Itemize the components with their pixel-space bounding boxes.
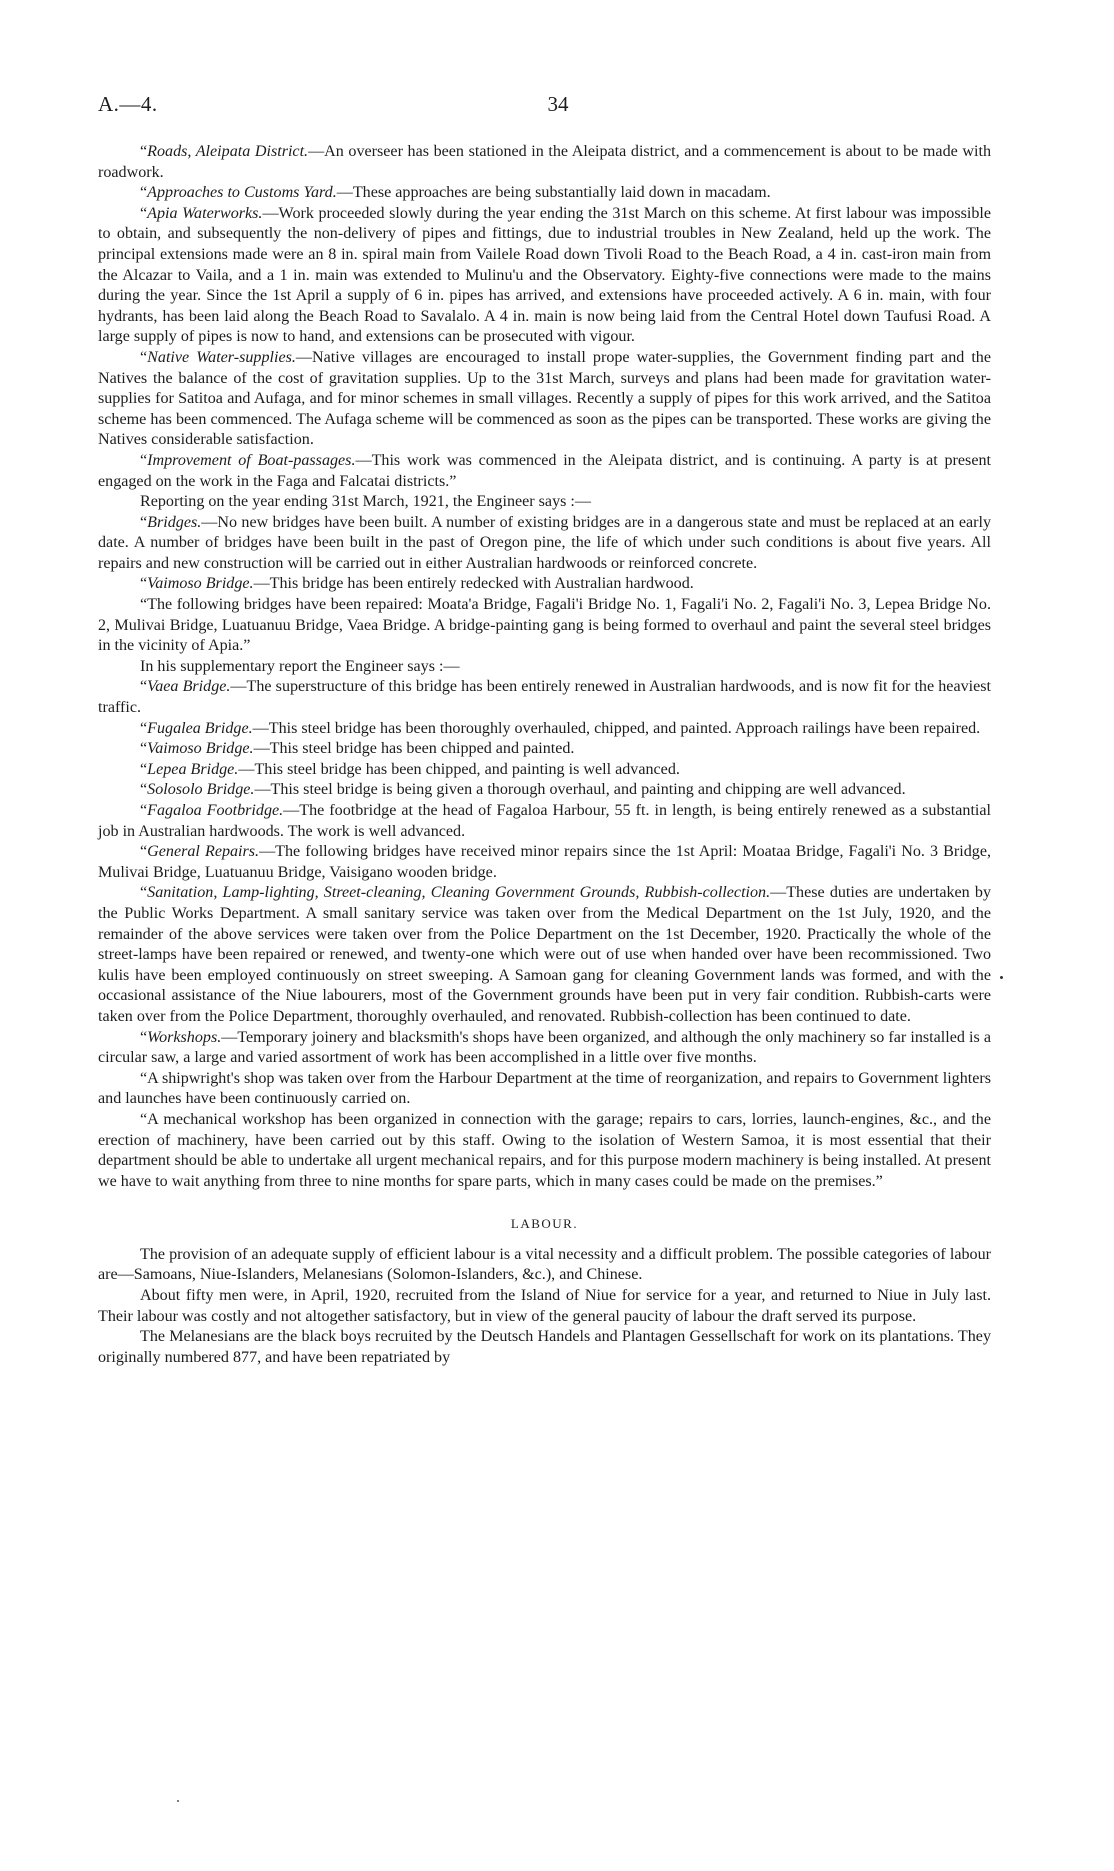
report-paragraph	[98, 801, 991, 842]
paragraph-text: —An overseer has been stationed in the Aleipata district, and a commencement is about to be made with roadwork.	[98, 143, 991, 181]
paragraph-title: Roads, Aleipata District.	[147, 143, 309, 160]
opening-quote: “	[140, 843, 148, 861]
report-paragraph	[98, 1069, 991, 1110]
paragraph-title: Solosolo Bridge.	[147, 781, 255, 799]
report-paragraph	[98, 657, 991, 678]
report-paragraph	[98, 760, 991, 781]
report-paragraph	[98, 1028, 991, 1069]
paragraph-title: Vaimoso Bridge.	[147, 575, 254, 593]
margin-mark	[1000, 976, 1003, 979]
paragraph-text: —The superstructure of this bridge has been entirely renewed in Australian hardwoods, and is now fit for the heaviest traffic.	[98, 678, 991, 717]
paragraph-title: Native Water-supplies.	[147, 348, 296, 366]
report-paragraph	[98, 492, 991, 513]
paragraph-title: Apia Waterworks.	[147, 204, 263, 222]
paragraph-text: —These duties are undertaken by the Public Works Department. A small sanitary service was taken over from the Medical Department on the 1st July, 1920, and the remainder of the above services were taken over from the Police Department on the 1st December, 1920. Practically the whole of the street-lamps have been repaired or renewed, and twenty-one which were out of use when handed over have been recommissioned. Two kulis have been employed continuously on street sweeping. A Samoan gang for cleaning Government lands was formed, and with the occasional assistance of the Niue labourers, most of the Government grounds have been put in very fair condition. Rubbish-carts were taken over from the Police Department, thoroughly overhauled, and renovated. Rubbish-collection has been continued to date.	[98, 884, 991, 1025]
report-paragraph	[98, 719, 991, 740]
page-header	[98, 92, 1018, 122]
opening-quote: “	[140, 143, 148, 160]
report-paragraph	[98, 574, 991, 595]
report-paragraph	[98, 842, 991, 883]
labour-paragraph: About fifty men were, in April, 1920, recruited from the Island of Niue for service for a year, and returned to Niue in July last. Their labour was costly and not altogether satisfactory, but in view of the general paucity of labour the draft served its purpose.	[98, 1287, 991, 1325]
paragraph-text: —This steel bridge is being given a thorough overhaul, and painting and chipping are well advanced.	[254, 781, 906, 799]
paragraph-text: —Native villages are encouraged to install prope water-supplies, the Government finding part and the Natives the balance of the cost of gravitation supplies. Up to the 31st March, surveys and plans had been made for gravitation water-supplies for Satitoa and Aufaga, and for minor schemes in small villages. Recently a supply of pipes for this work arrived, and the Satitoa scheme has been commenced. The Aufaga scheme will be commenced as soon as the pipes can be transported. These works are giving the Natives considerable satisfaction.	[98, 348, 992, 449]
paragraph-text: Reporting on the year ending 31st March, 1921, the Engineer says :—	[140, 493, 591, 511]
opening-quote: “	[140, 719, 148, 737]
report-paragraph	[98, 348, 991, 451]
paragraph-text: “The following bridges have been repaired: Moata'a Bridge, Fagali'i Bridge No. 1, Fagali'i No. 2, Fagali'i No. 3, Lepea Bridge No. 2, Mulivai Bridge, Luatuanuu Bridge, Vaea Bridge. A bridge-painting gang is being formed to overhaul and paint the several steel bridges in the vicinity of Apia.”	[98, 596, 991, 655]
opening-quote: “	[140, 678, 148, 696]
report-paragraph	[98, 204, 991, 348]
paragraph-text: —Work proceeded slowly during the year ending the 31st March on this scheme. At first labour was impossible to obtain, and subsequently the non-delivery of pipes and fittings, due to industrial troubles in New Zealand, held up the work. The principal extensions made were an 8 in. spiral main from Vailele Road down Tivoli Road to the Beach Road, a 4 in. cast-iron main from the Alcazar to Vaila, and a 1 in. main was extended to Mulinu'u and the Observatory. Eighty-five connections were made to the mains during the year. Since the 1st April a supply of 6 in. pipes has arrived, and extensions have proceeded actively. A 6 in. main, with four hydrants, has been laid along the Beach Road to Savalalo. A 4 in. main is now being laid from the Central Hotel down Taufusi Road. A large supply of pipes is now to hand, and extensions can be prosecuted with vigour.	[98, 204, 991, 346]
paragraph-text: —The following bridges have received minor repairs since the 1st April: Moataa Bridge, Fagali'i No. 3 Bridge, Mulivai Bridge, Luatuanuu Bridge, Vaisigano wooden bridge.	[98, 843, 991, 881]
opening-quote: “	[140, 802, 148, 819]
paragraph-text: —This steel bridge has been chipped and painted.	[253, 740, 575, 758]
opening-quote: “	[140, 575, 148, 593]
paragraph-text: —The footbridge at the head of Fagaloa Harbour, 55 ft. in length, is being entirely renewed as a substantial job in Australian hardwoods. The work is well advanced.	[98, 802, 991, 840]
opening-quote: “	[140, 884, 148, 902]
body-text	[98, 142, 991, 1368]
paragraph-title: Vaea Bridge.	[147, 678, 231, 696]
paragraph-title: General Repairs.	[147, 843, 260, 861]
report-paragraph	[98, 595, 991, 657]
report-paragraph	[98, 780, 991, 801]
paragraph-text: —This bridge has been entirely redecked with Australian hardwood.	[253, 575, 694, 593]
paragraph-title: Vaimoso Bridge.	[147, 740, 254, 758]
report-paragraph	[98, 513, 991, 575]
opening-quote: “	[140, 740, 148, 758]
report-paragraph	[98, 739, 991, 760]
paragraph-text: “A shipwright's shop was taken over from the Harbour Department at the time of reorganization, and repairs to Government lighters and launches have been continuously carried on.	[98, 1069, 991, 1108]
series-number: A.—4.	[98, 92, 158, 116]
paragraph-text: “A mechanical workshop has been organized in connection with the garage; repairs to cars, lorries, launch-engines, &c., and the erection of machinery, have been carried out by this staff. Owing to the isolation of Western Samoa, it is most essential that their department should be able to undertake all urgent mechanical repairs, and for this purpose modern machinery is being installed. At present we have to wait anything from three to nine months for spare parts, which in many cases could be made on the premises.”	[98, 1110, 991, 1190]
opening-quote: “	[140, 760, 148, 778]
opening-quote: “	[140, 348, 148, 366]
paragraph-text: —This steel bridge has been chipped, and painting is well advanced.	[238, 760, 680, 778]
opening-quote: “	[140, 513, 148, 531]
report-paragraph	[98, 142, 991, 183]
paragraph-title: Bridges.	[147, 513, 202, 531]
stray-mark	[177, 1800, 179, 1802]
labour-paragraph: The provision of an adequate supply of efficient labour is a vital necessity and a difficult problem. The possible categories of labour are—Samoans, Niue-Islanders, Melanesians (Solomon-Islanders, &c.), and Chinese.	[98, 1245, 991, 1284]
page-number: 34	[547, 92, 569, 116]
paragraph-text: In his supplementary report the Engineer says :—	[140, 657, 460, 675]
opening-quote: “	[140, 204, 148, 222]
paragraph-text: —No new bridges have been built. A number of existing bridges are in a dangerous state and must be replaced at an early date. A number of bridges have been built in the past of Oregon pine, the life of which under such conditions is about five years. All repairs and new construction will be carried out in either Australian hardwoods or reinforced concrete.	[98, 513, 991, 572]
report-paragraph	[98, 883, 991, 1027]
paragraph-text: —Temporary joinery and blacksmith's shops have been organized, and although the only machinery so far installed is a circular saw, a large and varied assortment of work has been accomplished in a little over five months.	[98, 1028, 991, 1067]
section-heading-labour: LABOUR.	[510, 1216, 579, 1232]
report-paragraph	[98, 451, 991, 492]
opening-quote: “	[140, 451, 148, 469]
labour-paragraph: The Melanesians are the black boys recruited by the Deutsch Handels and Plantagen Gessellschaft for work on its plantations. They originally numbered 877, and have been repatriated by	[98, 1328, 991, 1366]
report-paragraph	[98, 1110, 991, 1192]
report-paragraph	[98, 677, 991, 718]
opening-quote: “	[140, 781, 148, 799]
paragraph-text: —This work was commenced in the Aleipata district, and is continuing. A party is at present engaged on the work in the Faga and Falcatai districts.”	[98, 451, 991, 490]
paragraph-title: Improvement of Boat-passages.	[147, 451, 356, 469]
paragraph-text: —This steel bridge has been thoroughly overhauled, chipped, and painted. Approach railings have been repaired.	[252, 719, 981, 737]
opening-quote: “	[140, 1028, 148, 1046]
paragraph-title: Lepea Bridge.	[147, 760, 239, 778]
report-paragraphs	[98, 142, 991, 1192]
paragraph-title: Sanitation, Lamp-lighting, Street-cleaning, Cleaning Government Grounds, Rubbish-collection.	[147, 884, 771, 902]
paragraph-title: Approaches to Customs Yard.	[147, 184, 337, 202]
paragraph-title: Fagaloa Footbridge.	[147, 802, 284, 819]
paragraph-title: Workshops.	[147, 1028, 222, 1046]
paragraph-text: —These approaches are being substantially laid down in macadam.	[336, 184, 771, 202]
paragraph-title: Fugalea Bridge.	[147, 719, 253, 737]
report-paragraph	[98, 183, 991, 204]
opening-quote: “	[140, 184, 148, 202]
